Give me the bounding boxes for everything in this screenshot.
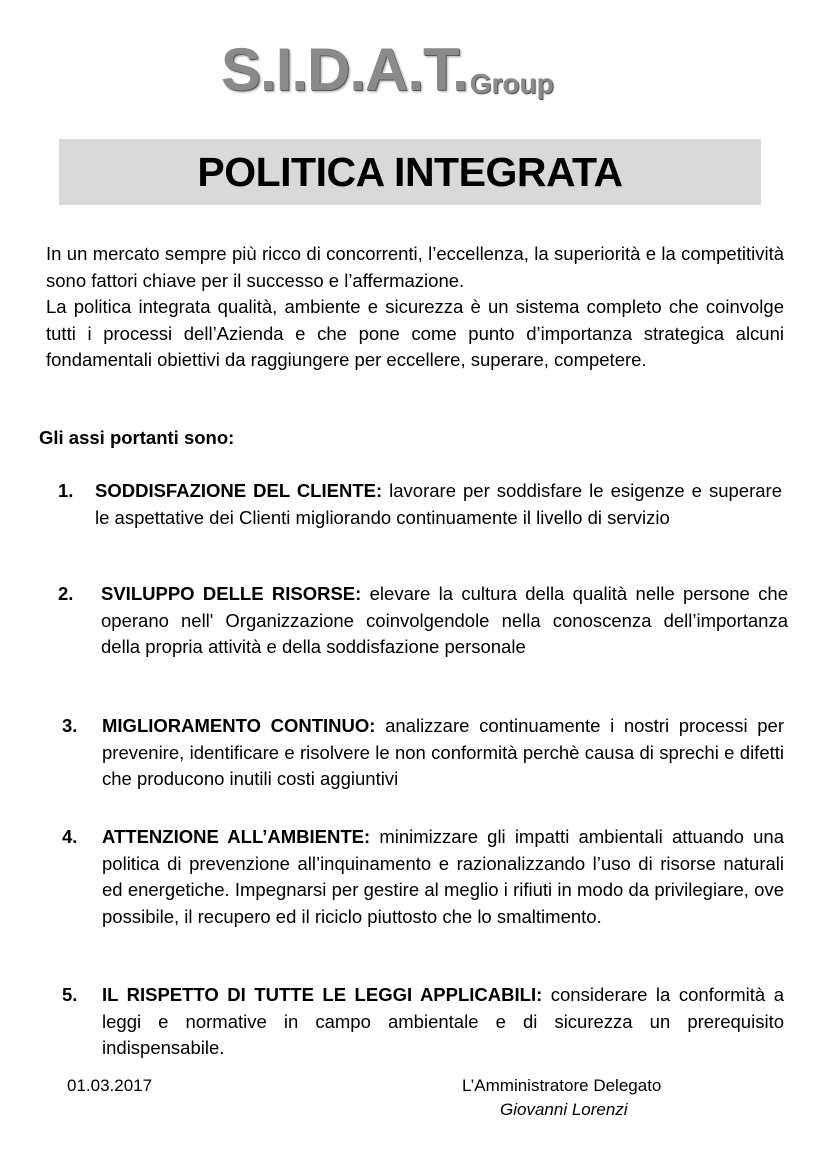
list-item-lead: MIGLIORAMENTO CONTINUO: xyxy=(102,715,376,736)
list-item-body xyxy=(101,581,788,661)
signatory-role: L’Amministratore Delegato xyxy=(462,1076,662,1095)
list-item-3 xyxy=(62,713,784,793)
list-item-body xyxy=(95,478,782,531)
list-item-text: elevare la cultura della qualità nelle persone che operano nell' Organizzazione coinvolgendole nella conoscenza dell’importanza della propria attività e della soddisfazione personale xyxy=(101,583,788,657)
document-date: 01.03.2017 xyxy=(67,1076,153,1095)
list-item-text: analizzare continuamente i nostri processi per prevenire, identificare e risolvere le non conformità perchè causa di sprechi e difetti che producono inutili costi aggiuntivi xyxy=(102,715,785,789)
list-item-2 xyxy=(58,581,788,661)
list-item-number: 1. xyxy=(58,480,74,501)
list-item-body xyxy=(102,824,784,930)
intro-section xyxy=(46,241,784,374)
list-item-lead: ATTENZIONE ALL’AMBIENTE: xyxy=(102,826,371,847)
list-item-4 xyxy=(62,824,784,930)
logo-main-text: S.I.D.A.T. xyxy=(221,36,468,103)
list-item-1 xyxy=(58,478,782,531)
list-item-number: 3. xyxy=(62,715,78,736)
list-item-lead: IL RISPETTO DI TUTTE LE LEGGI APPLICABILI: xyxy=(102,984,543,1005)
company-logo xyxy=(221,30,554,103)
list-item-number: 4. xyxy=(62,826,78,847)
list-item-number: 2. xyxy=(58,583,74,604)
list-item-text: considerare la conformità a leggi e normative in campo ambientale e di sicurezza un prerequisito indispensabile. xyxy=(102,984,784,1058)
list-item-lead: SVILUPPO DELLE RISORSE: xyxy=(101,583,362,604)
list-item-text: minimizzare gli impatti ambientali attuando una politica di prevenzione all’inquinamento e razionalizzando l’uso di risorse naturali ed energetiche. Impegnarsi per gestire al meglio i rifiuti in modo da privilegiare, ove possibile, il recupero ed il riciclo piuttosto che lo smaltimento. xyxy=(102,826,784,927)
list-item-number: 5. xyxy=(62,984,78,1005)
list-item-body xyxy=(102,982,784,1062)
intro-paragraph-1: In un mercato sempre più ricco di concorrenti, l’eccellenza, la superiorità e la competitività sono fattori chiave per il successo e l’affermazione. xyxy=(46,243,784,291)
list-item-lead: SODDISFAZIONE DEL CLIENTE: xyxy=(95,480,383,501)
list-item-text: lavorare per soddisfare le esigenze e superare le aspettative dei Clienti migliorando continuamente il livello di servizio xyxy=(95,480,782,528)
title-banner xyxy=(59,139,761,205)
list-item-5 xyxy=(62,982,784,1062)
list-item-body xyxy=(102,713,784,793)
signatory-name: Giovanni Lorenzi xyxy=(500,1100,628,1119)
page-title: POLITICA INTEGRATA xyxy=(197,148,623,195)
intro-paragraph-2: La politica integrata qualità, ambiente e sicurezza è un sistema completo che coinvolge tutti i processi dell’Azienda e che pone come punto d’importanza strategica alcuni fondamentali obiettivi da raggiungere per eccellere, superare, competere. xyxy=(46,296,784,370)
axes-heading: Gli assi portanti sono: xyxy=(39,427,235,448)
logo-sub-text: Group xyxy=(469,68,554,99)
